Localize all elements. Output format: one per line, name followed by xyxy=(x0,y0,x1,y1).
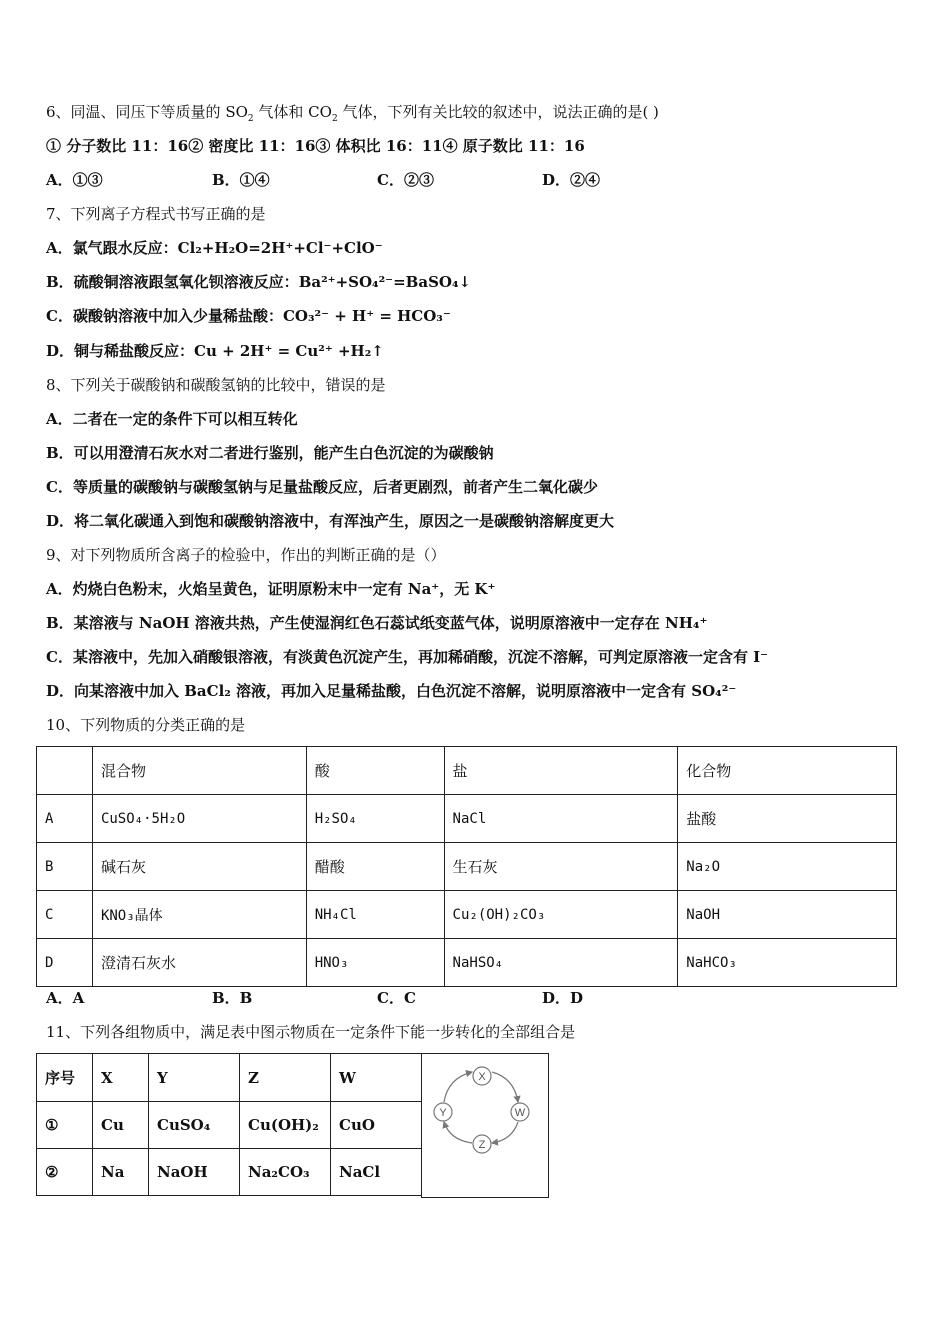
q8-stem: 8、下列关于碳酸钠和碳酸氢钠的比较中，错误的是 xyxy=(46,376,386,394)
q10-option-b: B．B xyxy=(212,989,253,1007)
table-cell xyxy=(37,747,93,795)
table-row xyxy=(37,795,897,843)
q9-option-a: A．灼烧白色粉末，火焰呈黄色，证明原粉末中一定有 Na⁺，无 K⁺ xyxy=(46,580,496,598)
table-cell: 澄清石灰水 xyxy=(92,939,306,987)
table-cell: NaCl xyxy=(331,1149,422,1196)
arrow-w-to-z xyxy=(492,1122,518,1143)
q8-option-c: C．等质量的碳酸钠与碳酸氢钠与足量盐酸反应，后者更剧烈，前者产生二氧化碳少 xyxy=(46,478,598,496)
table-cell: CuSO₄·5H₂O xyxy=(92,795,306,843)
q11-stem: 11、下列各组物质中，满足表中图示物质在一定条件下能一步转化的全部组合是 xyxy=(46,1023,576,1041)
q10-option-a: A．A xyxy=(46,989,85,1007)
arrow-y-to-x xyxy=(444,1072,472,1102)
q8-option-b: B．可以用澄清石灰水对二者进行鉴别，能产生白色沉淀的为碳酸钠 xyxy=(46,444,494,462)
node-x-label: X xyxy=(478,1071,486,1083)
q10-table xyxy=(36,746,897,987)
table-cell: NaCl xyxy=(444,795,678,843)
q6-option-c: C．②③ xyxy=(377,171,434,189)
table-cell: ① xyxy=(37,1102,93,1149)
table-header-row xyxy=(37,747,897,795)
q10-option-d: D．D xyxy=(542,989,584,1007)
table-row xyxy=(37,843,897,891)
conversion-cycle-diagram xyxy=(421,1053,549,1198)
q7-option-c: C．碳酸钠溶液中加入少量稀盐酸：CO₃²⁻ + H⁺ = HCO₃⁻ xyxy=(46,307,451,325)
q10-stem: 10、下列物质的分类正确的是 xyxy=(46,716,246,734)
table-cell: KNO₃晶体 xyxy=(92,891,306,939)
q9-stem: 9、对下列物质所含离子的检验中，作出的判断正确的是（） xyxy=(46,546,446,564)
table-cell: 混合物 xyxy=(92,747,306,795)
table-cell: 盐 xyxy=(444,747,678,795)
q7-stem: 7、下列离子方程式书写正确的是 xyxy=(46,205,266,223)
table-cell: Na₂CO₃ xyxy=(240,1149,331,1196)
table-cell: 酸 xyxy=(306,747,444,795)
table-row xyxy=(37,1149,422,1196)
table-cell: A xyxy=(37,795,93,843)
q6-option-b: B．①④ xyxy=(212,171,270,189)
node-z-label: Z xyxy=(478,1139,486,1151)
table-cell: ② xyxy=(37,1149,93,1196)
node-w-label: W xyxy=(514,1107,526,1119)
table-cell: 碱石灰 xyxy=(92,843,306,891)
table-cell: 盐酸 xyxy=(678,795,897,843)
q7-option-b: B．硫酸铜溶液跟氢氧化钡溶液反应：Ba²⁺+SO₄²⁻=BaSO₄↓ xyxy=(46,273,472,291)
table-cell: NaHCO₃ xyxy=(678,939,897,987)
table-row xyxy=(37,1102,422,1149)
table-cell: CuO xyxy=(331,1102,422,1149)
table-header-row xyxy=(37,1054,422,1102)
table-cell: X xyxy=(93,1054,149,1102)
table-cell: 序号 xyxy=(37,1054,93,1102)
table-cell: B xyxy=(37,843,93,891)
q9-option-b: B．某溶液与 NaOH 溶液共热，产生使湿润红色石蕊试纸变蓝气体，说明原溶液中一定存在 NH₄⁺ xyxy=(46,614,708,632)
table-row xyxy=(37,939,897,987)
q8-option-d: D．将二氧化碳通入到饱和碳酸钠溶液中，有浑浊产生，原因之一是碳酸钠溶解度更大 xyxy=(46,512,615,530)
table-cell: Na₂O xyxy=(678,843,897,891)
table-cell: Cu₂(OH)₂CO₃ xyxy=(444,891,678,939)
q6-option-d: D．②④ xyxy=(542,171,601,189)
q9-option-c: C．某溶液中，先加入硝酸银溶液，有淡黄色沉淀产生，再加稀硝酸，沉淀不溶解，可判定原溶液一定含有 I⁻ xyxy=(46,648,769,666)
table-cell: CuSO₄ xyxy=(149,1102,240,1149)
q9-option-d: D．向某溶液中加入 BaCl₂ 溶液，再加入足量稀盐酸，白色沉淀不溶解，说明原溶液中一定含有 SO₄²⁻ xyxy=(46,682,737,700)
table-cell: NaHSO₄ xyxy=(444,939,678,987)
table-row xyxy=(37,891,897,939)
q7-option-d: D．铜与稀盐酸反应：Cu + 2H⁺ = Cu²⁺ +H₂↑ xyxy=(46,342,384,360)
table-cell: 生石灰 xyxy=(444,843,678,891)
node-y-label: Y xyxy=(439,1107,447,1119)
arrow-z-to-y xyxy=(444,1122,472,1143)
q6-stem: 6、同温、同压下等质量的 $SO_2$ 气体和 $CO_2$ 气体，下列有关比较的叙述中，说法正确的是( ) xyxy=(46,103,659,124)
q6-option-a: A．①③ xyxy=(46,171,103,189)
table-cell: NH₄Cl xyxy=(306,891,444,939)
table-cell: Z xyxy=(240,1054,331,1102)
table-cell: H₂SO₄ xyxy=(306,795,444,843)
q10-option-c: C．C xyxy=(377,989,416,1007)
table-cell: W xyxy=(331,1054,422,1102)
q6-items: ① 分子数比 11：16② 密度比 11：16③ 体积比 16：11④ 原子数比 11：16 xyxy=(46,137,585,155)
table-cell: Y xyxy=(149,1054,240,1102)
table-cell: HNO₃ xyxy=(306,939,444,987)
table-cell: 化合物 xyxy=(678,747,897,795)
table-cell: Na xyxy=(93,1149,149,1196)
q8-option-a: A．二者在一定的条件下可以相互转化 xyxy=(46,410,298,428)
table-cell: 醋酸 xyxy=(306,843,444,891)
table-cell: Cu(OH)₂ xyxy=(240,1102,331,1149)
q7-option-a: A．氯气跟水反应：Cl₂+H₂O=2H⁺+Cl⁻+ClO⁻ xyxy=(46,239,383,257)
q11-table xyxy=(36,1053,422,1196)
table-cell: Cu xyxy=(93,1102,149,1149)
table-cell: C xyxy=(37,891,93,939)
cycle-diagram-svg xyxy=(422,1054,548,1197)
arrow-x-to-w xyxy=(492,1072,518,1102)
table-cell: D xyxy=(37,939,93,987)
table-cell: NaOH xyxy=(678,891,897,939)
table-cell: NaOH xyxy=(149,1149,240,1196)
